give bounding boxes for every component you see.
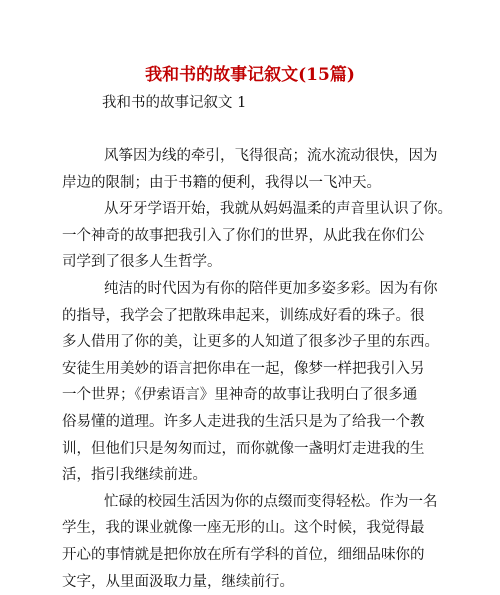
text-line: 的指导，我学会了把散珠串起来，训练成好看的珠子。很: [62, 303, 452, 330]
text-line: 训，但他们只是匆匆而过，而你就像一盏明灯走进我的生: [62, 436, 452, 463]
text-line: 忙碌的校园生活因为你的点缀而变得轻松。作为一名: [62, 489, 452, 516]
text-line: 学生，我的课业就像一座无形的山。这个时候，我觉得最: [62, 515, 452, 542]
text-line: 活，指引我继续前进。: [62, 462, 452, 489]
text-line: 文字，从里面汲取力量，继续前行。: [62, 569, 452, 595]
text-line: 一个世界；《伊索语言》里神奇的故事让我明白了很多通: [62, 382, 452, 409]
text-line: 纯洁的时代因为有你的陪伴更加多姿多彩。因为有你: [62, 276, 452, 303]
text-line: 风筝因为线的牵引，飞得很高；流水流动很快，因为: [62, 143, 452, 170]
text-line: 俗易懂的道理。许多人走进我的生活只是为了给我一个教: [62, 409, 452, 436]
section-heading: 我和书的故事记叙文 1: [102, 93, 246, 113]
text-line: 一个神奇的故事把我引入了你们的世界，从此我在你们公: [62, 223, 452, 250]
text-line: 司学到了很多人生哲学。: [62, 249, 452, 276]
body-text: [62, 143, 452, 595]
text-line: 多人借用了你的美，让更多的人知道了很多沙子里的东西。: [62, 329, 452, 356]
text-line: 从牙牙学语开始，我就从妈妈温柔的声音里认识了你。: [62, 196, 452, 223]
text-line: 安徒生用美妙的语言把你串在一起，像梦一样把我引入另: [62, 356, 452, 383]
text-line: 开心的事情就是把你放在所有学科的首位，细细品味你的: [62, 542, 452, 569]
document-title: 我和书的故事记叙文(15篇): [0, 64, 500, 86]
text-line: 岸边的限制；由于书籍的便利，我得以一飞冲天。: [62, 170, 452, 197]
